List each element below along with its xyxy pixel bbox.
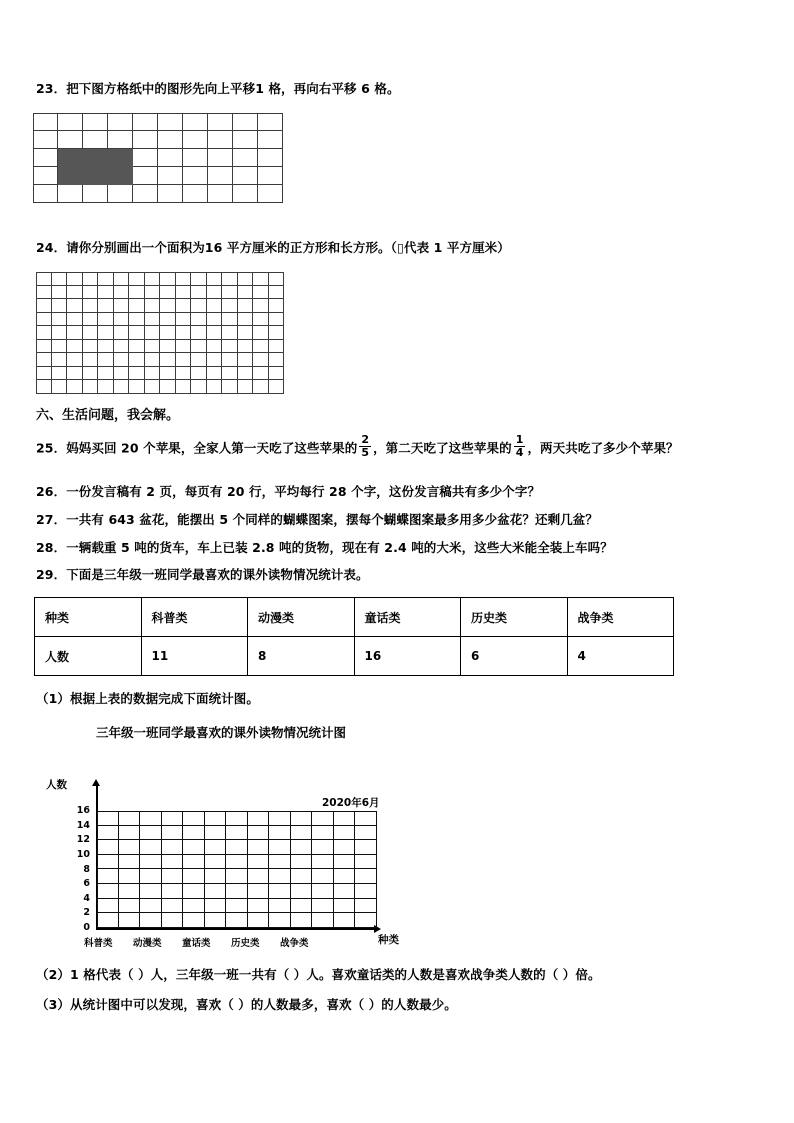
chart-grid-cell [205, 840, 227, 855]
question-25-text-part2: ，第二天吃了这些苹果的 [373, 440, 512, 456]
table-cell-value-4: 4 [567, 637, 674, 676]
chart-grid-cell [162, 840, 184, 855]
chart-grid-cell [334, 869, 356, 884]
chart-grid-cell [334, 899, 356, 914]
chart-grid-cell [183, 899, 205, 914]
chart-y-tick-label: 8 [83, 863, 90, 875]
chart-grid-cell [140, 869, 162, 884]
question-29-part-2: （2）1 格代表（ ）人，三年级一班一共有（ ）人。喜欢童话类的人数是喜欢战争类人数的（ ）倍。 [36, 967, 601, 982]
question-26-text: 一份发言稿有 2 页，每页有 20 行，平均每行 28 个字，这份发言稿共有多少个字？ [66, 484, 541, 499]
chart-grid-cell [162, 884, 184, 899]
chart-x-category-label: 战争类 [280, 938, 309, 949]
chart-grid-cell [291, 869, 313, 884]
chart-grid-cell [312, 840, 334, 855]
chart-grid-cell [162, 855, 184, 870]
chart-grid-cell [226, 869, 248, 884]
chart-grid-cell [269, 826, 291, 841]
chart-grid-cell [291, 913, 313, 928]
chart-grid-cell [291, 855, 313, 870]
chart-grid-cell [97, 869, 119, 884]
question-24-text: 请你分别画出一个面积为16 平方厘米的正方形和长方形。（▯代表 1 平方厘米） [66, 240, 510, 255]
chart-grid-cell [162, 811, 184, 826]
chart-grid-cell [269, 811, 291, 826]
chart-grid-cell [312, 811, 334, 826]
chart-grid-cell [97, 884, 119, 899]
chart-grid-cell [226, 884, 248, 899]
chart-grid-cell [162, 826, 184, 841]
fraction-numerator: 2 [361, 433, 370, 447]
table-cell-category-4: 战争类 [567, 598, 674, 637]
chart-grid-cell [140, 913, 162, 928]
question-29-text: 下面是三年级一班同学最喜欢的课外读物情况统计表。 [66, 567, 369, 582]
chart-grid-cell [248, 884, 270, 899]
chart-y-tick-label: 4 [83, 892, 90, 904]
chart-grid-cell [97, 840, 119, 855]
chart-grid-cell [205, 913, 227, 928]
chart-grid-cell [291, 899, 313, 914]
chart-title: 三年级一班同学最喜欢的课外读物情况统计图 [96, 725, 347, 740]
chart-grid-cell [355, 869, 377, 884]
chart-grid-cell [183, 869, 205, 884]
table-header-kind: 种类 [35, 598, 142, 637]
chart-grid-cell [334, 855, 356, 870]
chart-grid-cell [119, 899, 141, 914]
chart-grid-cell [248, 840, 270, 855]
question-24-number: 24． [36, 240, 67, 255]
chart-x-category-label: 童话类 [182, 938, 211, 949]
chart-grid-cell [248, 869, 270, 884]
chart-x-category-label: 科普类 [84, 938, 113, 949]
chart-grid-cell [119, 913, 141, 928]
table-cell-value-0: 11 [141, 637, 248, 676]
chart-grid-cell [248, 899, 270, 914]
chart-grid-cell [226, 913, 248, 928]
table-header-count: 人数 [35, 637, 142, 676]
chart-grid-cell [162, 869, 184, 884]
chart-y-tick-label: 6 [83, 878, 90, 890]
chart-grid-cell [334, 884, 356, 899]
chart-grid-cell [226, 899, 248, 914]
chart-grid-cell [355, 884, 377, 899]
chart-grid-cell [183, 826, 205, 841]
chart-grid-cell [269, 869, 291, 884]
chart-y-tick-label: 16 [76, 805, 90, 817]
chart-grid-cell [205, 884, 227, 899]
table-cell-category-1: 动漫类 [248, 598, 355, 637]
chart-grid-cell [355, 913, 377, 928]
chart-grid-cell [119, 826, 141, 841]
question-25-number: 25． [36, 440, 67, 456]
chart-grid-cell [140, 884, 162, 899]
chart-grid-cell [183, 913, 205, 928]
question-25-text-part3: ，两天共吃了多少个苹果？ [527, 440, 679, 456]
question-29-part-1: （1）根据上表的数据完成下面统计图。 [36, 691, 259, 706]
chart-grid-cell [269, 840, 291, 855]
chart-grid-cell [334, 840, 356, 855]
chart-grid-cell [119, 855, 141, 870]
chart-grid-cell [140, 811, 162, 826]
chart-grid-cell [355, 899, 377, 914]
chart-y-tick-label: 0 [83, 922, 90, 933]
chart-grid-cell [312, 869, 334, 884]
chart-grid-cell [269, 855, 291, 870]
chart-grid-cell [97, 811, 119, 826]
chart-grid-cell [162, 899, 184, 914]
chart-grid-cell [226, 826, 248, 841]
chart-grid-cell [334, 913, 356, 928]
table-cell-category-3: 历史类 [461, 598, 568, 637]
chart-grid-cell [119, 884, 141, 899]
chart-grid-cell [355, 811, 377, 826]
chart-grid-cell [312, 899, 334, 914]
chart-grid-cell [334, 811, 356, 826]
chart-grid-cell [97, 855, 119, 870]
chart-grid-cell [269, 884, 291, 899]
chart-grid-cell [248, 855, 270, 870]
chart-grid-cell [119, 840, 141, 855]
chart-x-category-label: 历史类 [231, 938, 260, 949]
chart-y-tick-label: 10 [76, 849, 90, 860]
chart-grid-cell [205, 899, 227, 914]
chart-plot-grid [97, 811, 377, 928]
chart-x-axis-label: 种类 [378, 934, 399, 946]
chart-grid-cell [97, 913, 119, 928]
question-28-number: 28． [36, 540, 67, 555]
table-cell-value-2: 16 [354, 637, 461, 676]
question-27-text: 一共有 643 盆花，能摆出 5 个同样的蝴蝶图案，摆每个蝴蝶图案最多用多少盆花？还剩几盆？ [66, 512, 599, 527]
chart-grid-cell [183, 840, 205, 855]
chart-x-axis-line [96, 928, 376, 930]
chart-grid-cell [312, 913, 334, 928]
chart-grid-cell [291, 826, 313, 841]
chart-grid-cell [205, 811, 227, 826]
chart-grid-cell [291, 811, 313, 826]
question-28-text: 一辆载重 5 吨的货车，车上已装 2.8 吨的货物，现在有 2.4 吨的大米，这些大米能全装上车吗？ [66, 540, 613, 555]
chart-date-annotation: 2020年6月 [322, 797, 380, 809]
chart-y-tick-label: 2 [83, 907, 90, 919]
chart-grid-cell [312, 826, 334, 841]
chart-grid-cell [291, 840, 313, 855]
chart-grid-cell [269, 899, 291, 914]
chart-y-tick-label: 12 [76, 834, 90, 846]
chart-grid-cell [97, 826, 119, 841]
chart-grid-cell [183, 855, 205, 870]
question-27-number: 27． [36, 512, 67, 527]
chart-grid-cell [248, 913, 270, 928]
chart-grid-cell [205, 826, 227, 841]
chart-grid-cell [183, 811, 205, 826]
question-25-text-part1: 妈妈买回 20 个苹果，全家人第一天吃了这些苹果的 [66, 440, 358, 456]
chart-grid-cell [140, 899, 162, 914]
table-cell-value-1: 8 [248, 637, 355, 676]
chart-y-tick-label: 14 [76, 819, 90, 831]
chart-grid-cell [205, 869, 227, 884]
question-23-number: 23． [36, 81, 67, 96]
table-cell-category-2: 童话类 [354, 598, 461, 637]
chart-grid-cell [312, 884, 334, 899]
chart-grid-cell [205, 855, 227, 870]
chart-grid-cell [119, 811, 141, 826]
chart-grid-cell [140, 826, 162, 841]
chart-grid-cell [183, 884, 205, 899]
chart-grid-cell [248, 826, 270, 841]
chart-grid-cell [119, 869, 141, 884]
fraction-numerator: 1 [515, 433, 524, 447]
chart-grid-cell [226, 855, 248, 870]
chart-grid-cell [355, 826, 377, 841]
section-heading-six: 六、生活问题，我会解。 [36, 408, 180, 423]
fraction-denominator: 4 [515, 445, 524, 459]
chart-y-axis-arrow-icon [92, 779, 100, 786]
chart-x-category-label: 动漫类 [133, 938, 162, 949]
chart-grid-cell [291, 884, 313, 899]
question-23-text: 把下图方格纸中的图形先向上平移1 格，再向右平移 6 格。 [66, 81, 400, 96]
chart-grid-cell [162, 913, 184, 928]
table-cell-value-3: 6 [461, 637, 568, 676]
chart-grid-cell [97, 899, 119, 914]
chart-grid-cell [355, 840, 377, 855]
chart-grid-cell [248, 811, 270, 826]
question-26-number: 26． [36, 484, 67, 499]
question-29-part-3: （3）从统计图中可以发现，喜欢（ ）的人数最多，喜欢（ ）的人数最少。 [36, 997, 457, 1012]
chart-y-axis-label: 人数 [46, 779, 67, 791]
chart-grid-cell [312, 855, 334, 870]
chart-grid-cell [355, 855, 377, 870]
chart-grid-cell [334, 826, 356, 841]
chart-grid-cell [269, 913, 291, 928]
question-29-number: 29． [36, 567, 67, 582]
chart-grid-cell [226, 840, 248, 855]
table-cell-category-0: 科普类 [141, 598, 248, 637]
fraction-denominator: 5 [361, 445, 370, 459]
chart-grid-cell [226, 811, 248, 826]
chart-grid-cell [140, 855, 162, 870]
chart-grid-cell [140, 840, 162, 855]
